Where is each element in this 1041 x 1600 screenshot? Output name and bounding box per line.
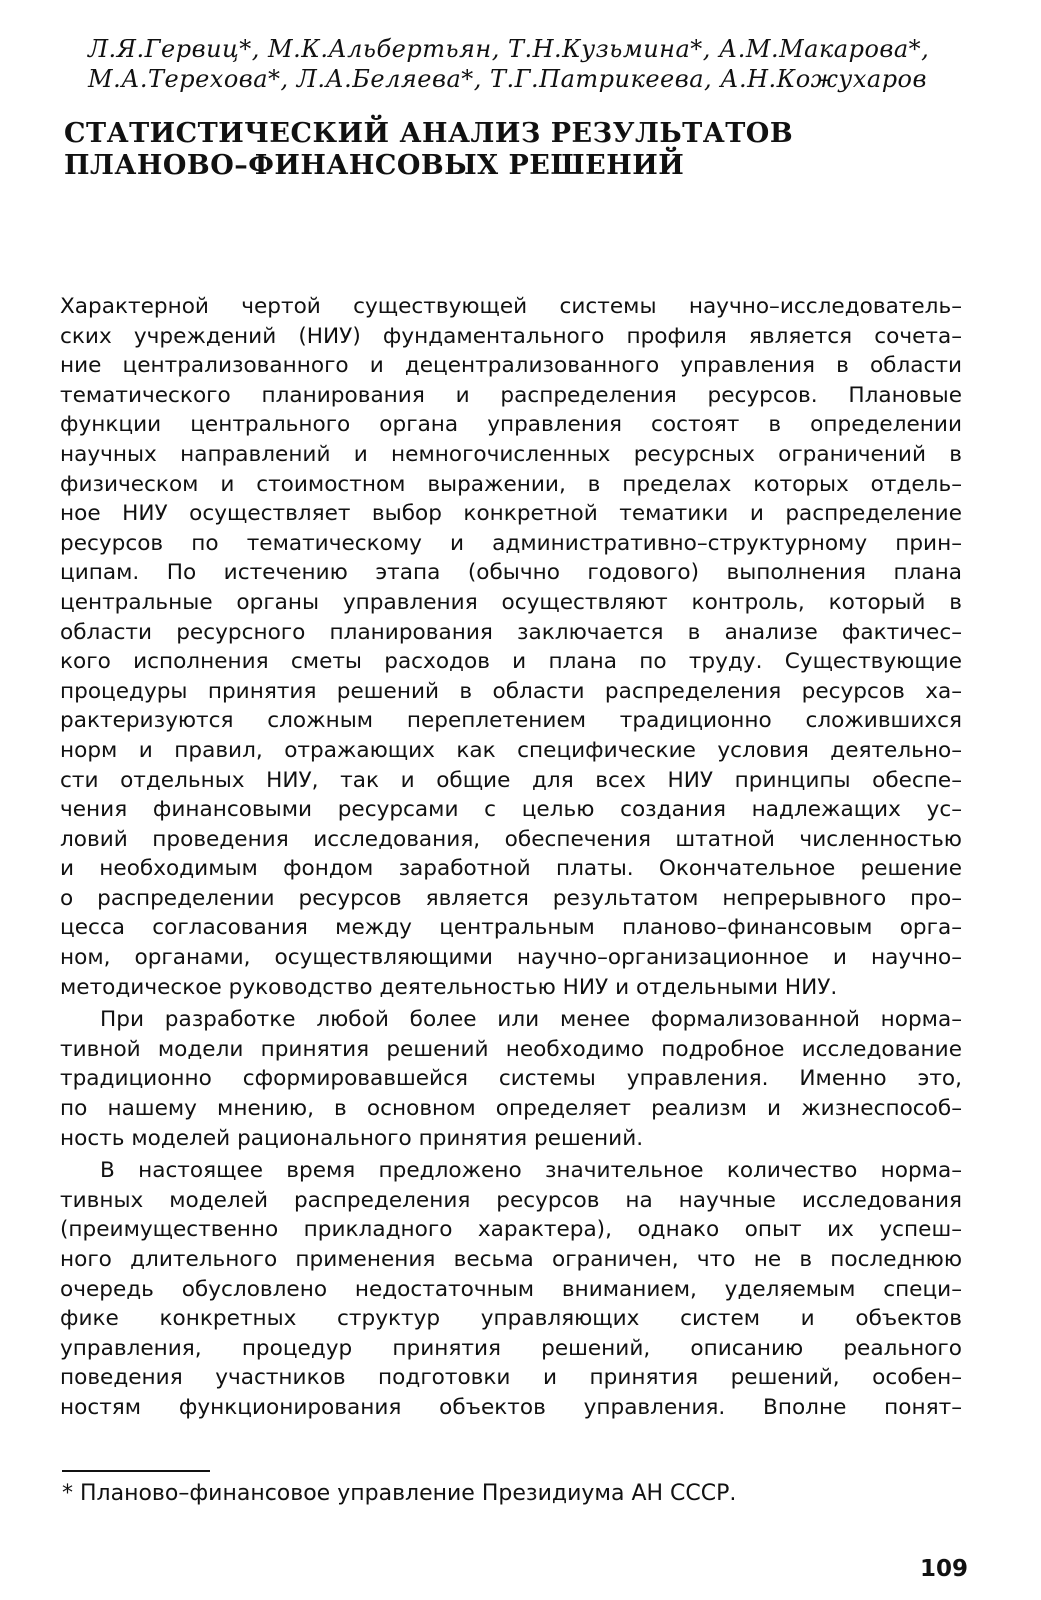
text-line: ских учреждений (НИУ) фундаментального профиля является сочета– (60, 323, 962, 349)
text-line: физическом и стоимостном выражении, в пределах которых отдель– (60, 471, 962, 497)
text-line: процедуры принятия решений в области распределения ресурсов ха– (60, 678, 962, 704)
text-line: управления, процедур принятия решений, описанию реального (60, 1335, 962, 1361)
text-line: кого исполнения сметы расходов и плана по труду. Существующие (60, 649, 962, 675)
text-line: ного длительного применения весьма ограничен, что не в последнюю (60, 1247, 962, 1272)
text-line: чения финансовыми ресурсами с целью создания надлежащих ус– (60, 797, 962, 823)
text-line: ловий проведения исследования, обеспечения штатной численностью (60, 826, 962, 852)
paragraph (60, 292, 962, 1002)
text-line: При разработке любой более или менее формализованной норма– (100, 1007, 962, 1033)
text-line: ресурсов по тематическому и административно–структурному прин– (60, 530, 962, 556)
text-line: ностям функционирования объектов управления. Вполне понят– (60, 1394, 962, 1420)
text-line: ность моделей рационального принятия решений. (60, 1125, 644, 1151)
page-number: 109 (920, 1556, 969, 1582)
text-line: научных направлений и немногочисленных ресурсных ограничений в (60, 441, 962, 467)
text-line: сти отдельных НИУ, так и общие для всех НИУ принципы обеспе– (60, 767, 962, 793)
title-line: СТАТИСТИЧЕСКИЙ АНАЛИЗ РЕЗУЛЬТАТОВ (64, 118, 794, 149)
text-line: поведения участников подготовки и принятия решений, особен– (60, 1365, 962, 1391)
text-line: методическое руководство деятельностью НИУ и отдельными НИУ. (60, 974, 838, 1000)
text-line: по нашему мнению, в основном определяет реализм и жизнеспособ– (60, 1096, 962, 1122)
text-line: тивных моделей распределения ресурсов на научные исследования (60, 1187, 962, 1213)
text-line: ципам. По истечению этапа (обычно годового) выполнения плана (60, 560, 962, 586)
footnote: * Планово–финансовое управление Президиума АН СССР. (62, 1481, 737, 1506)
paragraph (60, 1005, 962, 1153)
text-line: ном, органами, осуществляющими научно–организационное и научно– (60, 945, 962, 971)
text-line: В настоящее время предложено значительное количество норма– (100, 1158, 962, 1184)
authors-line: Л.Я.Гервиц*, М.К.Альбертьян, Т.Н.Кузьмина*, А.М.Макарова*, (88, 35, 930, 63)
text-line: тематического планирования и распределения ресурсов. Плановые (60, 382, 962, 408)
text-line: норм и правил, отражающих как специфические условия деятельно– (60, 737, 962, 763)
footnote-divider (62, 1470, 210, 1472)
text-line: Характерной чертой существующей системы научно–исследователь– (60, 294, 962, 319)
authors-block (88, 34, 968, 94)
text-line: тивной модели принятия решений необходимо подробное исследование (60, 1036, 962, 1062)
text-line: (преимущественно прикладного характера), однако опыт их успеш– (60, 1217, 962, 1243)
text-line: традиционно сформировавшейся системы управления. Именно это, (60, 1066, 962, 1092)
text-line: о распределении ресурсов является результатом непрерывного про– (60, 885, 962, 911)
text-line: центральные органы управления осуществляют контроль, который в (60, 589, 962, 615)
text-line: области ресурсного планирования заключается в анализе фактичес– (60, 619, 962, 645)
authors-line: М.А.Терехова*, Л.А.Беляева*, Т.Г.Патрикеева, А.Н.Кожухаров (88, 65, 927, 93)
text-line: очередь обусловлено недостаточным вниманием, уделяемым специ– (60, 1276, 962, 1302)
text-line: цесса согласования между центральным планово–финансовым орга– (60, 915, 962, 941)
article-title (64, 118, 964, 182)
text-line: функции центрального органа управления состоят в определении (60, 412, 962, 438)
text-line: и необходимым фондом заработной платы. Окончательное решение (60, 856, 962, 882)
title-line: ПЛАНОВО–ФИНАНСОВЫХ РЕШЕНИЙ (64, 150, 685, 181)
text-line: ное НИУ осуществляет выбор конкретной тематики и распределение (60, 501, 962, 527)
paragraph (60, 1156, 962, 1422)
text-line: ние централизованного и децентрализованного управления в области (60, 353, 962, 379)
article-body (60, 292, 962, 1426)
text-line: рактеризуются сложным переплетением традиционно сложившихся (60, 708, 962, 734)
text-line: фике конкретных структур управляющих систем и объектов (60, 1306, 962, 1332)
